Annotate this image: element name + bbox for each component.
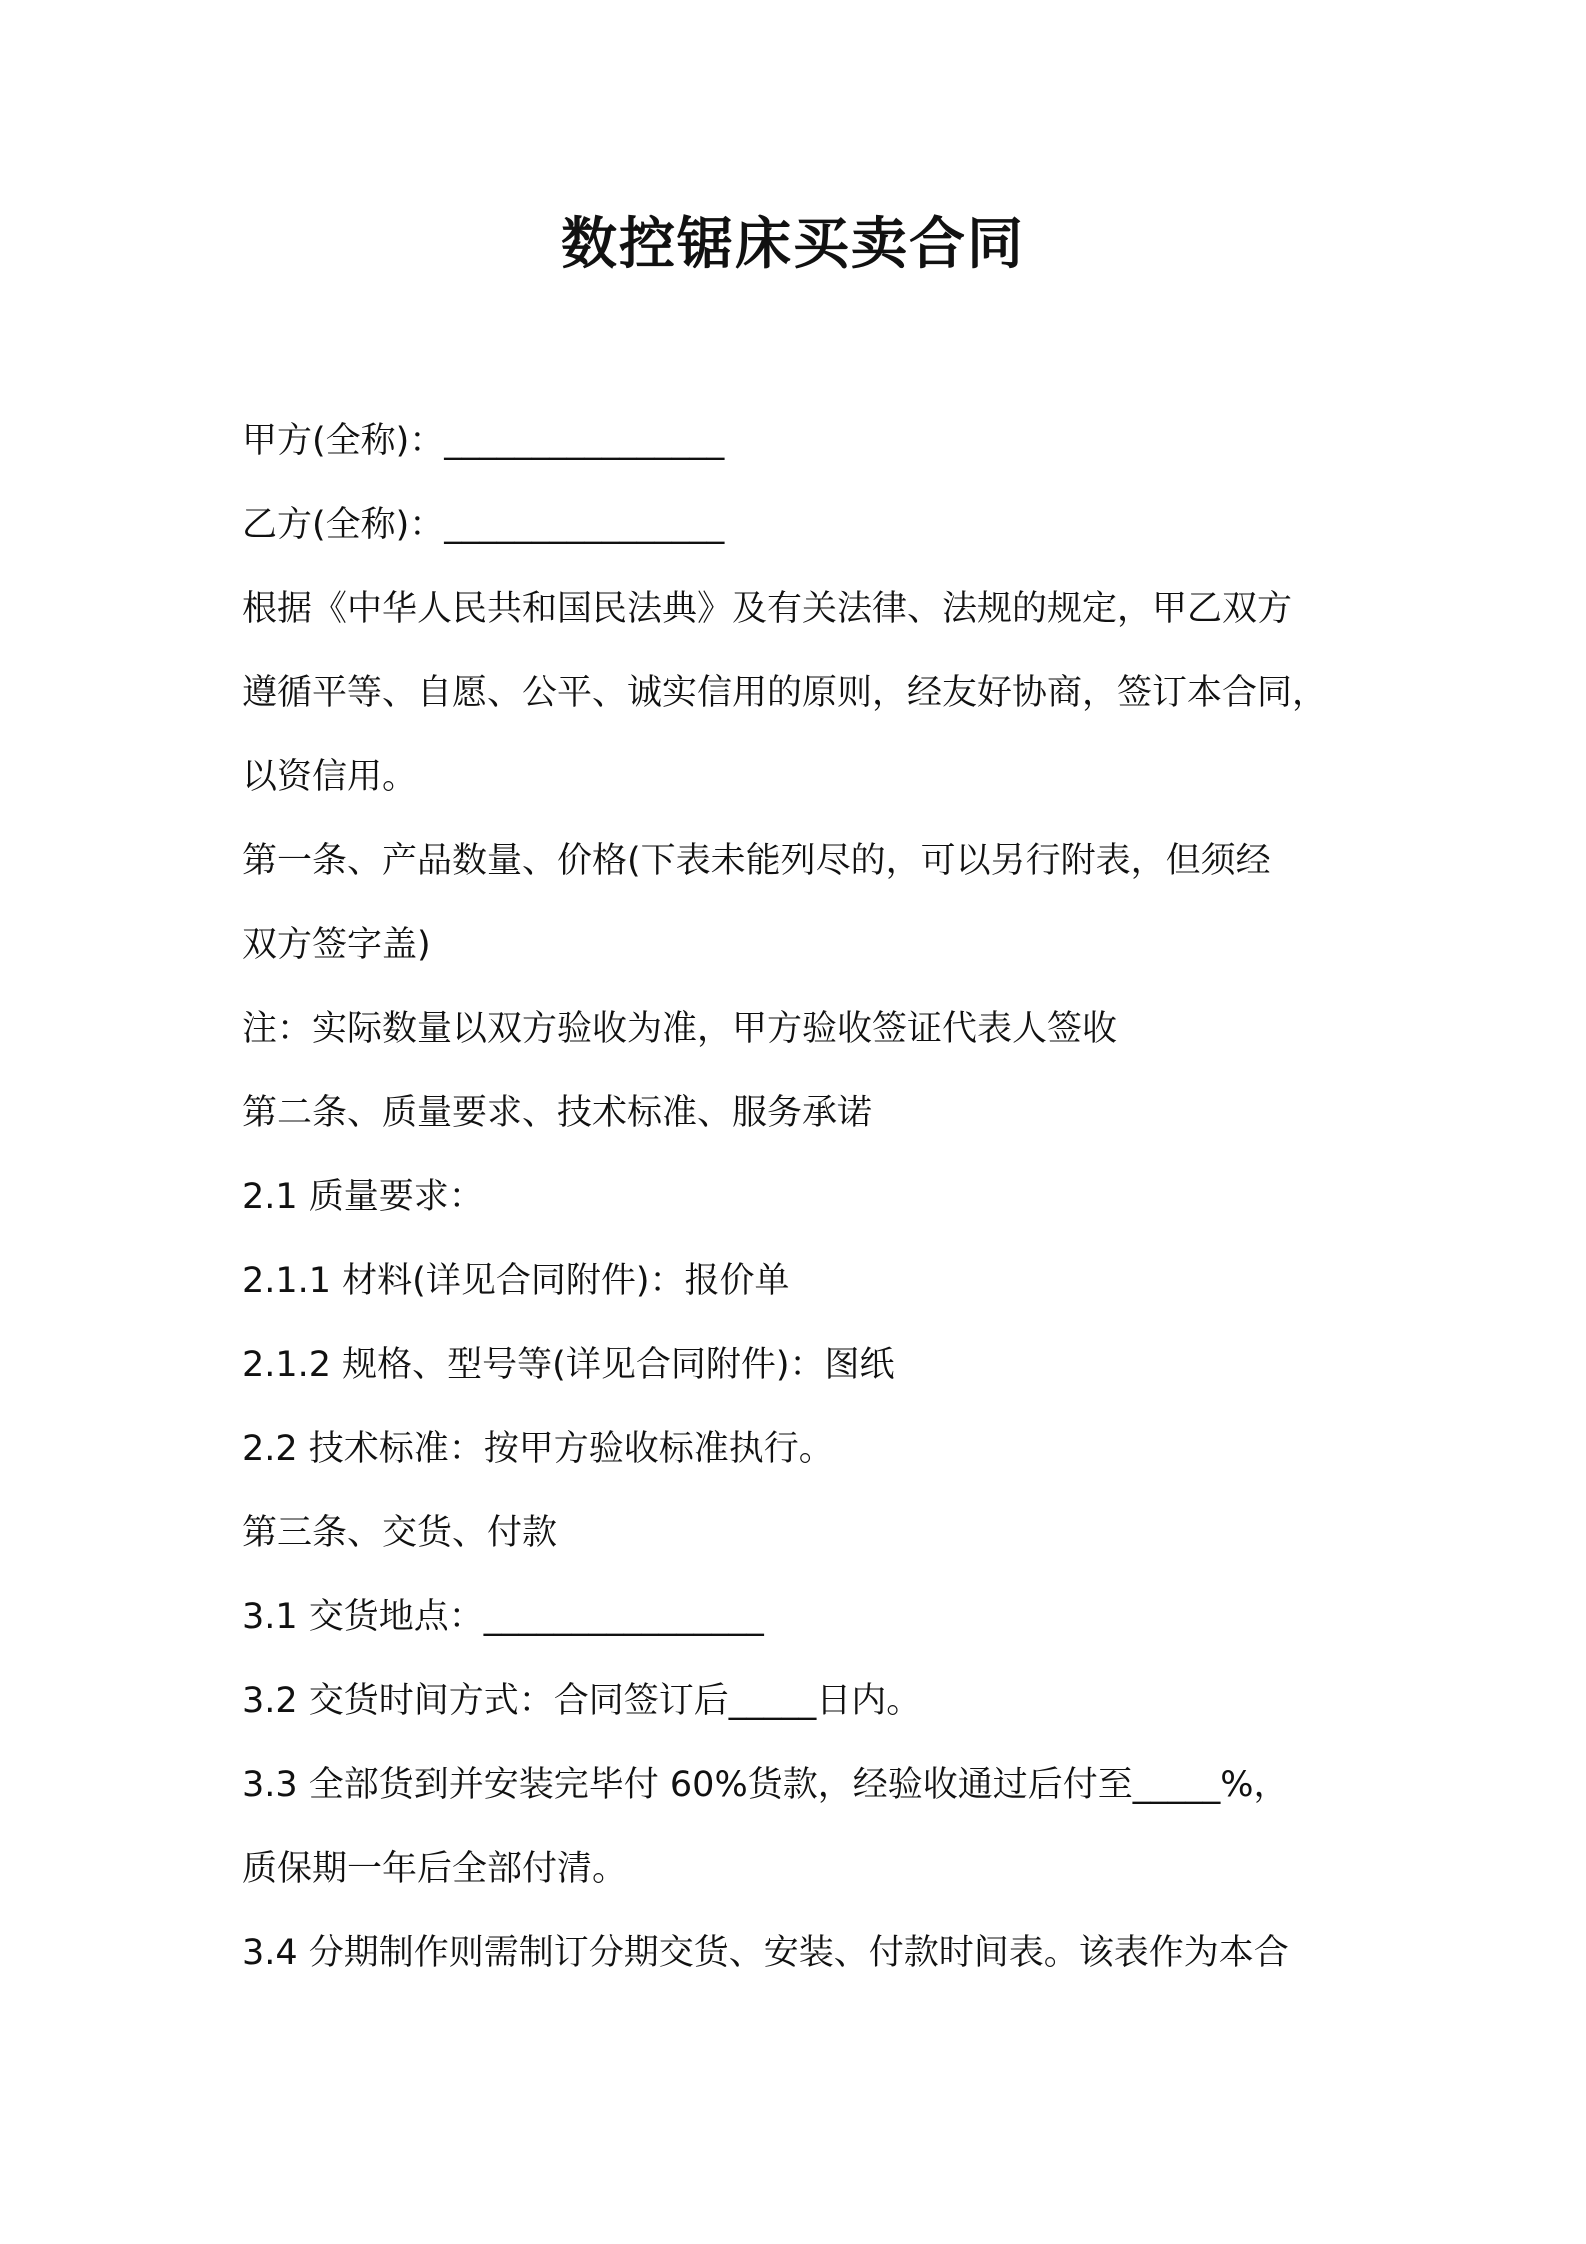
clause-3-2: 3.2 交货时间方式：合同签订后_____日内。 <box>242 1681 922 1721</box>
article-2-heading: 第二条、质量要求、技术标准、服务承诺 <box>242 1093 873 1133</box>
clause-3-4-line-1: 3.4 分期制作则需制订分期交货、安装、付款时间表。该表作为本合 <box>242 1933 1289 1973</box>
clause-3-1: 3.1 交货地点：________________ <box>242 1597 764 1637</box>
preamble-line-1: 根据《中华人民共和国民法典》及有关法律、法规的规定，甲乙双方 <box>242 589 1293 629</box>
party-b-line: 乙方(全称)：________________ <box>242 505 725 545</box>
clause-2-2: 2.2 技术标准：按甲方验收标准执行。 <box>242 1429 834 1469</box>
article-1-heading-line-2: 双方签字盖) <box>242 925 431 965</box>
page-title: 数控锯床买卖合同 <box>561 212 1025 277</box>
preamble-line-2: 遵循平等、自愿、公平、诚实信用的原则，经友好协商，签订本合同， <box>242 673 1328 713</box>
clause-2-1-1: 2.1.1 材料(详见合同附件)：报价单 <box>242 1261 790 1301</box>
clause-3-3-line-1: 3.3 全部货到并安装完毕付 60%货款，经验收通过后付至_____%， <box>242 1765 1289 1805</box>
clause-3-3-line-2: 质保期一年后全部付清。 <box>242 1849 628 1889</box>
article-3-heading: 第三条、交货、付款 <box>242 1513 558 1553</box>
preamble-line-3: 以资信用。 <box>242 757 418 797</box>
clause-2-1: 2.1 质量要求： <box>242 1177 484 1217</box>
article-1-heading-line-1: 第一条、产品数量、价格(下表未能列尽的，可以另行附表，但须经 <box>242 841 1271 881</box>
party-a-line: 甲方(全称)：________________ <box>242 421 725 461</box>
contract-body <box>242 399 1362 1995</box>
note-line: 注：实际数量以双方验收为准，甲方验收签证代表人签收 <box>242 1009 1118 1049</box>
clause-2-1-2: 2.1.2 规格、型号等(详见合同附件)：图纸 <box>242 1345 895 1385</box>
